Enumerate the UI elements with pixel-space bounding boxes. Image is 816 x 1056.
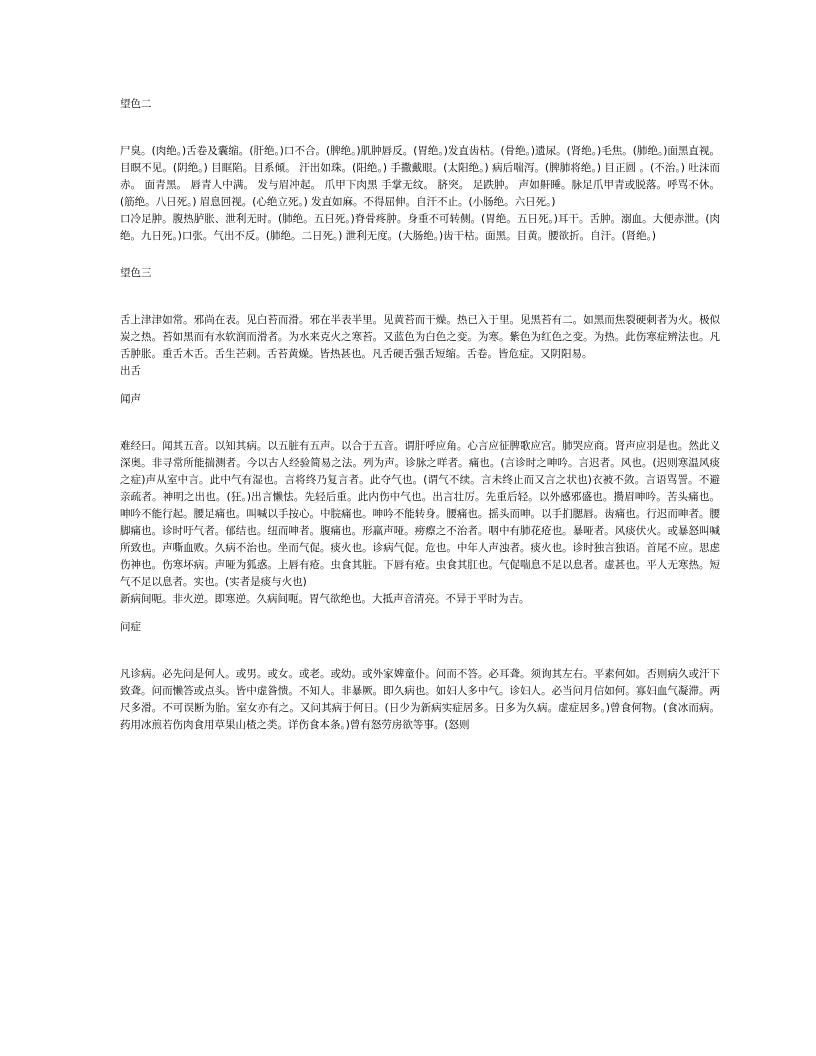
document-body [120,96,720,734]
section-wangse2 [120,96,720,245]
paragraph: 难经曰。闻其五音。以知其病。以五脏有五声。以合于五音。谓肝呼应角。心言应征脾歌应宫。肺哭应商。肾声应羽是也。然此义深奥。非寻常所能揣测者。今以古人经验简易之法。列为声。诊脉之咩者。痛也。(言诊时之呻吟。言迟者。风也。(迟则寒温风痰之症)声从室中言。此中气有湿也。言将终乃复言者。此夺气也。(谓气不续。言未终止而又言之状也)衣被不敛。言语骂詈。不避亲疏者。神明之出也。(狂。)出言懒怯。先轻后重。此内伤中气也。出言壮厉。先重后轻。以外感邪盛也。攒眉呻吟。苦头痛也。呻吟不能行起。腰足痛也。叫喊以手按心。中脘痛也。呻吟不能转身。腰痛也。摇头而呻。以手扪腮唇。齿痛也。行迟而呻者。腰脚痛也。诊时吁气者。郁结也。纽而呻者。腹痛也。形羸声哑。痨瘵之不治者。咽中有肺花疮也。暴哑者。风痰伏火。或暴怒叫喊所致也。声嘶血败。久病不治也。坐而气促。痰火也。诊病气促。危也。中年人声浊者。痰火也。诊时独言独语。首尾不应。思虑伤神也。伤寒坏病。声哑为狐惑。上唇有疮。虫食其脏。下唇有疮。虫食其肛也。气促喘息不足以息者。虚甚也。平人无寒热。短气不足以息者。实也。(实者是痰与火也) [120,440,720,588]
paragraph: 尸臭。(肉绝。)舌卷及囊缩。(肝绝。)口不合。(脾绝。)肌肿唇反。(胃绝。)发直齿枯。(骨绝。)遗尿。(肾绝。)毛焦。(肺绝。)面黑直视。 目瞑不见。(阴绝。) 目眶陷。目系倾。 汗出如珠。(阳绝。) 手撒戴眼。(太阳绝。) 病后喘泻。(脾肺将绝。) 目正圆 。(不治。) 吐沫而赤。 面青黑。 唇青人中满。 发与眉冲起。 爪甲下肉黑 手掌无纹。 脐突。 足跌肿。 声如鼾睡。脉足爪甲青或脱落。呼骂不休。(筋绝。八日死。) 眉息回视。(心绝立死。) 发直如麻。不得屈伸。自汗不止。(小肠绝。六日死。) [120,145,720,208]
section-heading: 望色二 [120,98,152,110]
section-heading: 望色三 [120,267,152,279]
paragraph-trailing: 出舌 [120,365,141,377]
paragraph: 新病间呃。非火逆。即寒逆。久病间呃。胃气欲绝也。大抵声音清亮。不异于平时为吉。 [120,593,530,605]
section-wangse3 [120,265,720,380]
section-wenzheng [120,619,720,734]
section-wensheng [120,391,720,608]
section-heading: 问症 [120,621,141,633]
section-heading: 闻声 [120,393,141,405]
paragraph: 口冷足肿。腹热胪胀、泄利无时。(肺绝。五日死。)脊骨疼肿。身重不可转侧。(胃绝。五日死。)耳干。舌肿。溺血。大便赤泄。(肉绝。九日死。)口张。气出不反。(肺绝。二日死。) 泄利无度。(大肠绝。)齿干枯。面黑。目黄。腰欲折。自汗。(肾绝。) [120,213,720,242]
paragraph: 凡诊病。必先问是何人。或男。或女。或老。或幼。或外家婢童仆。问而不答。必耳聋。须询其左右。平素何如。否则病久或汗下致聋。问而懒答或点头。皆中虚昝愦。不知人。非暴厥。即久病也。如妇人多中气。诊妇人。必当问月信如何。寡妇血气凝滞。两尺多滑。不可误断为胎。室女亦有之。又问其病于何日。(日少为新病实症居多。日多为久病。虚症居多。)曾食何物。(食冰而病。药用冰煎若伤肉食用草果山楂之类。详伤食本条。)曾有怒劳房欲等事。(怒则 [120,668,720,731]
paragraph: 舌上津津如常。邪尚在表。见白苔而滑。邪在半表半里。见黄苔而干燥。热已入于里。见黑苔有二。如黑而焦裂硬刺者为火。极似炭之热。苔如黑而有水软润而滑者。为水来克火之寒苔。又蓝色为白色之变。为寒。紫色为红色之变。为热。此伤寒症辨法也。凡舌肿胀。重舌木舌。舌生芒刺。舌苔黄燥。皆热甚也。凡舌硬舌强舌短缩。舌卷。皆危症。又阴阳易。 [120,314,720,360]
